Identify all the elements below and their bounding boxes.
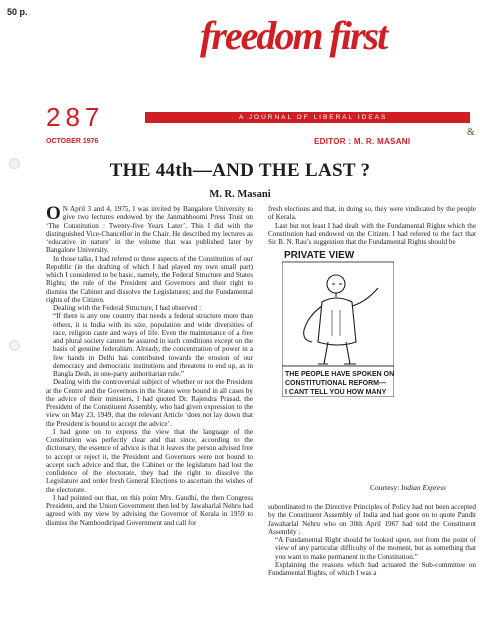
- paragraph: Dealing with the controversial subject of whether or not the President at the Centre and the Governors in the States were bound in all cases by the advice of their ministers, I had quoted Dr. Rajendra Prasad, the President of the Constituent Assembly, who had given expression to the view on May 23, 1949, that the relevant Article ‘does not lay down that the President is bound to accept the advice’.: [46, 378, 253, 428]
- cartoon-credit: [370, 483, 446, 492]
- paragraph: In those talks, I had refered to three aspects of the Constitution of our Republic (in the drafting of which I had played my own small part) which I considered to be basic, namely, the Federal Structure and States Rights; the rule of the President and Governors and their right to dismiss the Cabinet and dissolve the Legislatures; and the Fundamental rights of the Citizen.: [46, 254, 253, 304]
- block-quote: “If there is any one country that needs a federal structure more than others, it is India with its size, population and wide diversities of race, religion caste and ways of life. Even the maintenance of a free and plural society cannot be assured in such conditions except on the basis of genuine federalism. Already, the concentration of power in a few hands in Delhi has contributed towards the erosion of our democracy and democratic institutions and threatens to end up, as in Bangla Desh, in one-party authoritarian rule.”: [53, 312, 253, 378]
- cartoon-frame: [282, 262, 394, 366]
- tagline: A JOURNAL OF LIBERAL IDEAS: [239, 114, 388, 121]
- paragraph: fresh elections and that, in doing so, they were vindicated by the people of Kerala.: [268, 205, 476, 222]
- paragraph: I had gone on to express the view that the language of the Constitution was perfectly clear and that since, according to the dictionary, the essence of advice is that it leaves the person advised free to accept or reject it, the President and Governors were not bound to accept such advice and that, the Cabinet or the legislature had lost the confidence of the electorate, they had the right to dissolve the Legislature and order fresh General Elections to ascertain the wishes of the electorate.: [46, 427, 253, 494]
- paragraph: Last but not least I had dealt with the Fundamental Rights which the Constitution had endowed on the Citizen. I had refered to the fact that Sir B. N. Rau’s suggestion that the Fundamental Rights should be: [268, 221, 476, 246]
- paragraph: subordinated to the Directive Principles of Policy had not been accepted by the Constituent Assembly of India and had gone on to quote Pandit Jawaharlal Nehru who on 30th April 1967 had told the Constituent Assembly :: [268, 503, 476, 536]
- paragraph: Explaining the reasons which had actuated the Sub-committee on Fundamental Rights, of which I was a: [268, 560, 476, 577]
- cover-price: 50 p.: [7, 7, 28, 17]
- article-author: M. R. Masani: [209, 189, 271, 200]
- cartoon-caption-line: CONSTITUTIONAL REFORM—: [285, 380, 386, 387]
- article-column-right-top: [268, 205, 476, 246]
- binding-hole-bottom: [9, 340, 20, 351]
- tagline-band: [145, 112, 470, 123]
- margin-mark: &: [467, 127, 475, 138]
- issue-date: OCTOBER 1976: [46, 138, 99, 145]
- article-column-left: [46, 205, 253, 527]
- editor-credit: EDITOR : M. R. MASANI: [314, 137, 411, 146]
- cartoon-private-view: [282, 246, 394, 397]
- credit-prefix: Courtesy:: [370, 483, 400, 492]
- credit-source: Indian Express: [401, 483, 446, 492]
- issue-number: 287: [46, 102, 105, 132]
- cartoon-caption-line: I CANT TELL YOU HOW MANY: [285, 389, 387, 396]
- masthead-logo: freedom first: [200, 13, 387, 58]
- cartoon-caption-line: THE PEOPLE HAVE SPOKEN ON: [285, 371, 394, 378]
- paragraph: N April 3 and 4, 1975, I was invited by Bangalore University to give two lectures endowed by the Janmabhoomi Press Trust on ‘The Constitution : Twenty-five Years Later’. This I did with the distinguished Vice-Chancellor in the Chair. He described my lectures as ‘educative in nature’ in the volume that was published later by Bangalore University.: [46, 205, 253, 255]
- article-column-right-bottom: [268, 503, 476, 577]
- paragraph: Dealing with the Federal Structure, I had observed :: [53, 304, 202, 312]
- article-headline: THE 44th—AND THE LAST ?: [109, 160, 371, 181]
- drop-cap: O: [46, 203, 61, 224]
- block-quote: “A Fundamental Right should be looked upon, not from the point of view of any particular difficulty of the moment, but as something that you want to make permanent in the Constitution.”: [275, 536, 476, 561]
- cartoon-heading: PRIVATE VIEW: [284, 250, 355, 261]
- paragraph: I had pointed out that, on this point Mrs. Gandhi, the then Congress President, and the Union Government then led by Jawaharlal Nehru had agreed with my view by advising the Governor of Kerala in 1959 to dismiss the Namboodiripad Government and call for: [46, 493, 253, 527]
